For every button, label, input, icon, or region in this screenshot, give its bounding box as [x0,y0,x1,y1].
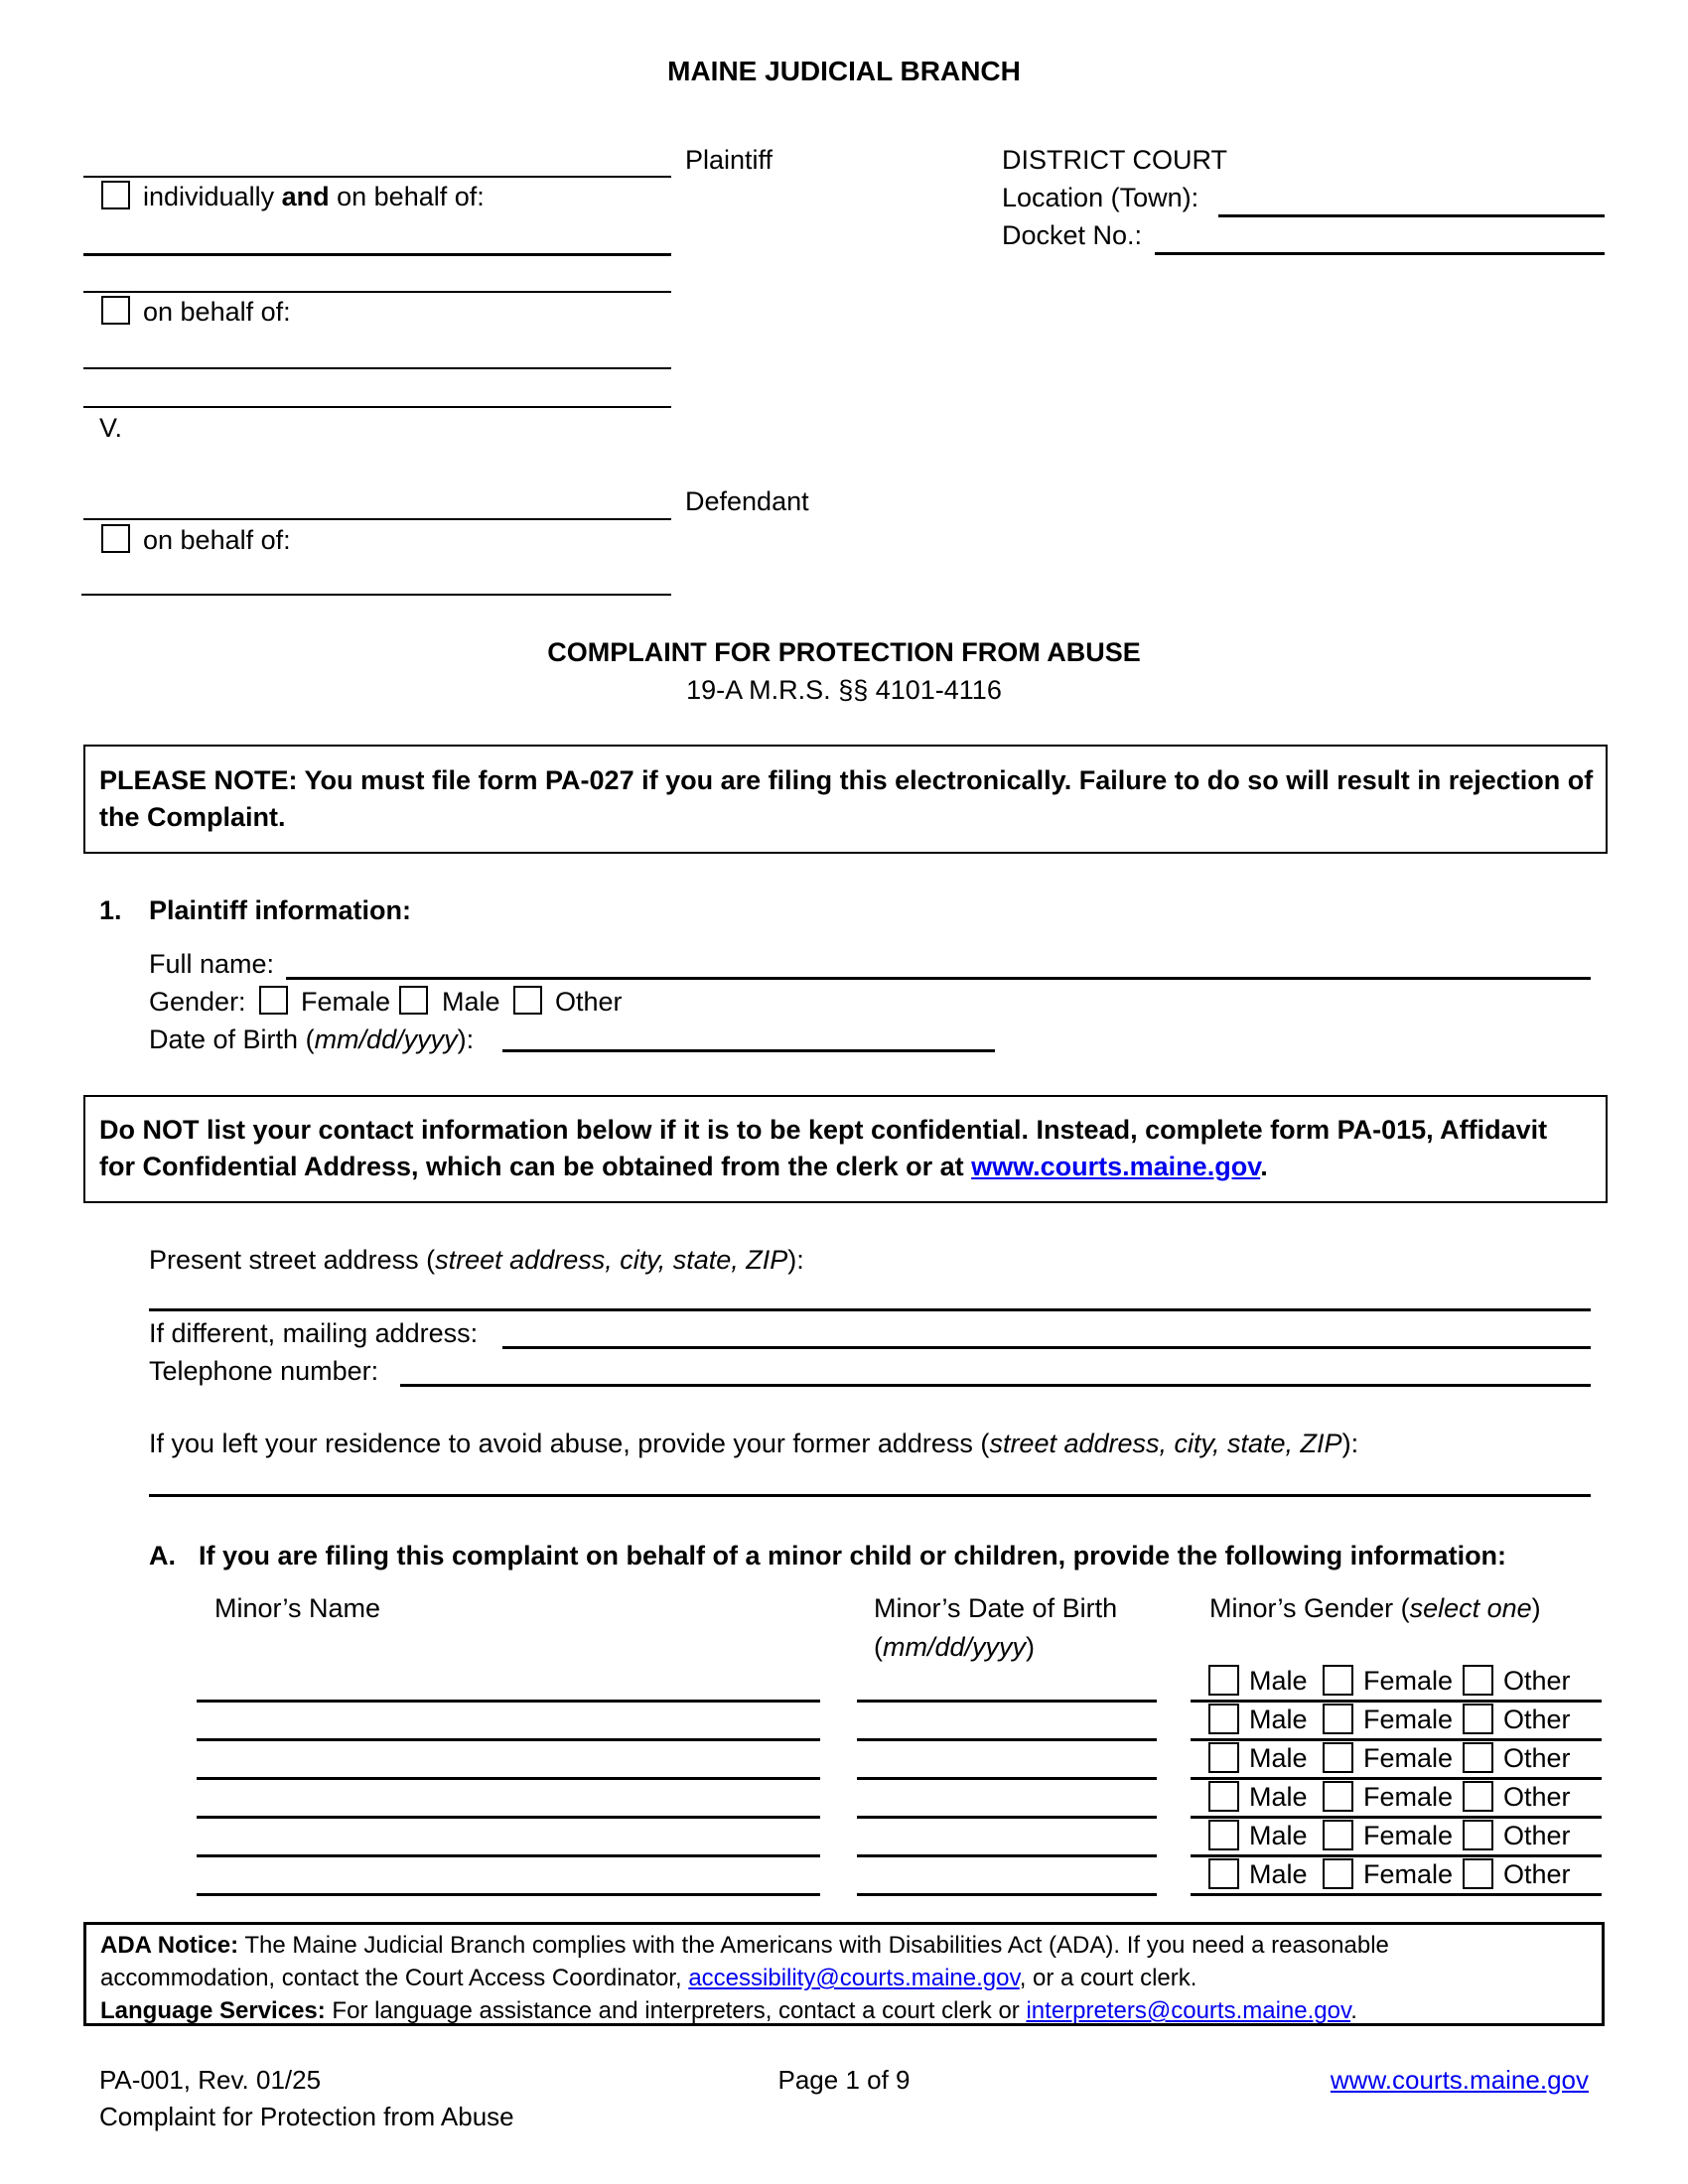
dob-format-hint: mm/dd/yyyy [883,1632,1027,1662]
minor-gender-male-label: Male [1249,1782,1308,1812]
ada-text: accommodation, contact the Court Access Coordinator, [100,1965,689,1991]
efile-notice-line1: PLEASE NOTE: You must file form PA-027 if you are filing this electronically. Failure to do so will result in rejection of [99,765,1594,795]
section-1-heading: Plaintiff information: [149,895,411,925]
docket-field[interactable] [1155,252,1605,255]
plaintiff-2-name-line[interactable] [83,291,671,293]
paren: ( [874,1632,883,1662]
minor-gender-female-checkbox[interactable] [1323,1665,1353,1696]
minor-gender-female-checkbox[interactable] [1323,1742,1353,1773]
dob-label [149,1026,474,1053]
gender-male-label: Male [442,987,500,1017]
statute-reference: 19-A M.R.S. §§ 4101-4116 [686,675,1002,705]
behalf-of-1-line[interactable] [83,253,671,256]
label-bold-part: and [281,182,330,211]
section-a-letter: A. [149,1541,176,1570]
address-format-hint: street address, city, state, ZIP [435,1245,788,1275]
minor-dob-field[interactable] [857,1854,1157,1857]
minor-gender-row-line [1191,1777,1602,1780]
label-text: ): [1341,1429,1359,1458]
minor-dob-field[interactable] [857,1738,1157,1741]
minor-gender-other-checkbox[interactable] [1463,1704,1493,1734]
minor-gender-female-label: Female [1363,1666,1454,1696]
language-text: . [1350,1997,1357,2024]
defendant-on-behalf-checkbox[interactable] [101,524,130,553]
minor-gender-male-checkbox[interactable] [1208,1858,1239,1889]
minor-name-field[interactable] [197,1854,820,1857]
minor-gender-row-line [1191,1738,1602,1741]
col-minor-dob-format [874,1634,1035,1661]
gender-label: Gender: [149,987,246,1017]
notice-text: . [1260,1152,1268,1181]
minor-gender-other-checkbox[interactable] [1463,1665,1493,1696]
ada-text: , or a court clerk. [1019,1965,1197,1991]
present-address-label [149,1247,804,1274]
minor-gender-male-label: Male [1249,1743,1308,1773]
section-a-heading: If you are filing this complaint on behalf of a minor child or children, provide the following information: [199,1541,1507,1570]
ada-label: ADA Notice: [100,1932,239,1959]
gender-female-checkbox[interactable] [259,986,288,1015]
label-part: on behalf of: [337,182,485,211]
ada-notice-line2 [100,1967,1196,1990]
dob-format-hint: mm/dd/yyyy [314,1024,458,1054]
caption-divider-line [83,406,671,408]
telephone-field[interactable] [400,1384,1591,1387]
label-text: ): [787,1245,804,1275]
courts-website-link[interactable]: www.courts.maine.gov [971,1152,1261,1181]
col-minor-gender [1209,1595,1541,1622]
minor-name-field[interactable] [197,1700,820,1703]
form-name: Complaint for Protection from Abuse [99,2102,514,2131]
dob-label-text: Date of Birth ( [149,1024,315,1054]
docket-label: Docket No.: [1002,220,1143,250]
plaintiff-on-behalf-label: on behalf of: [143,297,291,327]
minor-gender-female-checkbox[interactable] [1323,1781,1353,1812]
confidential-notice-line1: Do NOT list your contact information below if it is to be kept confidential. Instead, complete form PA-015, Affidavit [99,1115,1548,1145]
col-minor-name: Minor’s Name [214,1593,381,1623]
minor-gender-other-label: Other [1503,1743,1571,1773]
language-services-label: Language Services: [100,1997,326,2024]
confidential-notice-box [83,1095,1608,1203]
mailing-address-label: If different, mailing address: [149,1318,479,1348]
label-text: Minor’s Gender ( [1209,1593,1410,1623]
location-label: Location (Town): [1002,183,1199,212]
plaintiff-individually-label [143,184,485,210]
minor-gender-other-checkbox[interactable] [1463,1820,1493,1850]
label-text: Present street address ( [149,1245,436,1275]
ada-text: The Maine Judicial Branch complies with the Americans with Disabilities Act (ADA). If you need a reasonable [238,1932,1389,1959]
court-name: DISTRICT COURT [1002,145,1228,175]
minor-gender-row-line [1191,1893,1602,1896]
confidential-notice-line2 [99,1154,1268,1180]
minor-gender-other-label: Other [1503,1859,1571,1889]
minor-gender-other-label: Other [1503,1705,1571,1734]
minor-dob-field[interactable] [857,1816,1157,1819]
minor-gender-other-checkbox[interactable] [1463,1781,1493,1812]
full-name-label: Full name: [149,949,275,979]
minor-gender-other-checkbox[interactable] [1463,1858,1493,1889]
page-number: Page 1 of 9 [777,2065,911,2095]
minor-gender-other-label: Other [1503,1666,1571,1696]
language-text: For language assistance and interpreters, contact a court clerk or [325,1997,1027,2024]
minor-name-field[interactable] [197,1816,820,1819]
minor-name-field[interactable] [197,1893,820,1896]
minor-gender-male-label: Male [1249,1705,1308,1734]
telephone-label: Telephone number: [149,1356,379,1386]
label-part: individually [143,182,275,211]
minor-gender-male-label: Male [1249,1859,1308,1889]
minor-gender-male-checkbox[interactable] [1208,1781,1239,1812]
minor-gender-other-checkbox[interactable] [1463,1742,1493,1773]
gender-male-checkbox[interactable] [399,986,428,1015]
footer-website-link[interactable]: www.courts.maine.gov [1330,2065,1589,2095]
accessibility-email-link[interactable]: accessibility@courts.maine.gov [688,1965,1020,1991]
defendant-label: Defendant [685,486,809,516]
section-1-number: 1. [99,895,122,925]
paren: ) [1026,1632,1036,1662]
minor-gender-female-checkbox[interactable] [1323,1820,1353,1850]
label-text: If you left your residence to avoid abuse, provide your former address ( [149,1429,990,1458]
defendant-on-behalf-label: on behalf of: [143,525,291,555]
col-minor-dob: Minor’s Date of Birth [874,1593,1118,1623]
plaintiff-on-behalf-checkbox[interactable] [101,296,130,325]
former-address-label [149,1431,1358,1457]
dob-label-suffix: ): [457,1024,475,1054]
label-text: ) [1531,1593,1541,1623]
minor-dob-field[interactable] [857,1700,1157,1703]
minor-name-field[interactable] [197,1777,820,1780]
efile-notice-line2: the Complaint. [99,802,286,832]
minor-gender-female-label: Female [1363,1821,1454,1850]
minor-gender-row-line [1191,1854,1602,1857]
efile-notice-box [83,745,1608,854]
minor-gender-male-label: Male [1249,1666,1308,1696]
ada-notice-line1 [100,1934,1389,1958]
minor-gender-male-checkbox[interactable] [1208,1742,1239,1773]
behalf-of-2-line[interactable] [83,367,671,369]
gender-other-label: Other [555,987,623,1017]
minor-dob-field[interactable] [857,1777,1157,1780]
minor-gender-row-line [1191,1700,1602,1703]
present-address-field[interactable] [149,1308,1591,1311]
plaintiff-label: Plaintiff [685,145,774,175]
minor-gender-male-checkbox[interactable] [1208,1704,1239,1734]
mailing-address-field[interactable] [502,1346,1591,1349]
minor-gender-female-label: Female [1363,1859,1454,1889]
form-id: PA-001, Rev. 01/25 [99,2065,322,2095]
minor-gender-female-label: Female [1363,1782,1454,1812]
location-field[interactable] [1218,214,1605,217]
ada-notice-box [83,1922,1605,2026]
minor-gender-other-label: Other [1503,1782,1571,1812]
minor-gender-other-label: Other [1503,1821,1571,1850]
dob-field[interactable] [502,1049,995,1052]
minor-gender-female-checkbox[interactable] [1323,1704,1353,1734]
versus-label: V. [99,413,123,443]
notice-text: for Confidential Address, which can be obtained from the clerk or at [99,1152,972,1181]
plaintiff-individually-checkbox[interactable] [101,181,130,209]
defendant-behalf-line[interactable] [81,594,671,596]
select-one-hint: select one [1409,1593,1532,1623]
full-name-field[interactable] [286,977,1591,980]
org-title: MAINE JUDICIAL BRANCH [667,56,1021,86]
minor-dob-field[interactable] [857,1893,1157,1896]
minor-gender-male-label: Male [1249,1821,1308,1850]
address-format-hint: street address, city, state, ZIP [989,1429,1342,1458]
minor-gender-male-checkbox[interactable] [1208,1820,1239,1850]
former-address-field[interactable] [149,1494,1591,1497]
minor-gender-male-checkbox[interactable] [1208,1665,1239,1696]
language-services-line [100,1999,1357,2023]
complaint-title: COMPLAINT FOR PROTECTION FROM ABUSE [547,637,1141,667]
plaintiff-name-line[interactable] [83,176,671,178]
gender-other-checkbox[interactable] [513,986,542,1015]
minor-gender-female-label: Female [1363,1743,1454,1773]
minor-gender-female-label: Female [1363,1705,1454,1734]
minor-name-field[interactable] [197,1738,820,1741]
defendant-name-line[interactable] [83,518,671,520]
minor-gender-row-line [1191,1816,1602,1819]
interpreters-email-link[interactable]: interpreters@courts.maine.gov [1026,1997,1351,2024]
gender-female-label: Female [301,987,391,1017]
minor-gender-female-checkbox[interactable] [1323,1858,1353,1889]
